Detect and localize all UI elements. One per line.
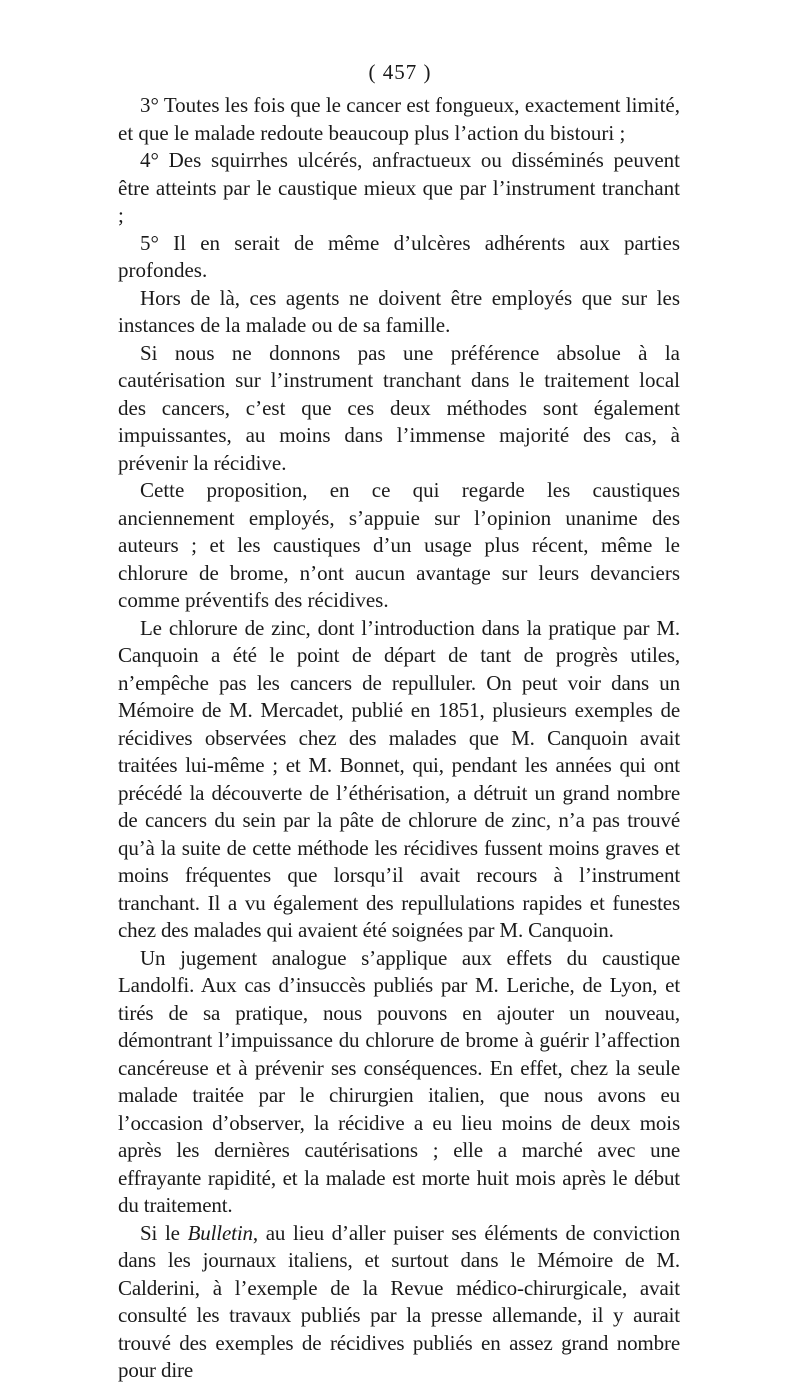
journal-title-bulletin: Bulletin (187, 1220, 253, 1245)
paragraph-point-3: 3° Toutes les fois que le cancer est fongueux, exactement limité, et que le malade redoute beaucoup plus l’action du bistouri ; (118, 93, 680, 145)
paragraph-point-4: 4° Des squirrhes ulcérés, anfractueux ou disséminés peuvent être atteints par le caustique mieux que par l’instrument tranchant ; (118, 148, 680, 227)
paragraph-caustique-landolfi: Un jugement analogue s’applique aux effets du caustique Landolfi. Aux cas d’insuccès publiés par M. Leriche, de Lyon, et tirés de sa pratique, nous pouvons en ajouter un nouveau, démontrant l’impuissance du chlorure de brome à guérir l’affection cancéreuse et à prévenir ses conséquences. En effet, chez la seule malade traitée par le chirurgien italien, que nous avons eu l’occasion d’observer, la récidive a eu lieu moins de deux mois après les dernières cautérisations ; elle a marché avec une effrayante rapidité, et la malade est morte huit mois après le début du traitement. (118, 945, 680, 1217)
paragraph-bulletin-rest: , au lieu d’aller puiser ses éléments de conviction dans les journaux italiens, et surtout dans le Mémoire de M. Calderini, à l’exemple de la Revue médico-chirurgicale, avait consulté les travaux publiés par la presse allemande, il y aurait trouvé des exemples de récidives publiés en assez grand nombre pour dire (118, 1220, 680, 1382)
paragraph-proposition: Cette proposition, en ce qui regarde les caustiques anciennement employés, s’appuie sur l’opinion unanime des auteurs ; et les caustiques d’un usage plus récent, même le chlorure de brome, n’ont aucun avantage sur leurs devanciers comme préventifs des récidives. (118, 478, 680, 612)
page-body (118, 92, 680, 1385)
paragraph-point-5: 5° Il en serait de même d’ulcères adhérents aux parties profondes. (118, 230, 680, 282)
paragraph-preference: Si nous ne donnons pas une préférence absolue à la cautérisation sur l’instrument tranchant dans le traitement local des cancers, c’est que ces deux méthodes sont également impuissantes, au moins dans l’immense majorité des cas, à prévenir la récidive. (118, 340, 680, 475)
page-number: ( 457 ) (368, 60, 432, 84)
paragraph-chlorure-de-zinc: Le chlorure de zinc, dont l’introduction dans la pratique par M. Canquoin a été le point de départ de tant de progrès utiles, n’empêche pas les cancers de repulluler. On peut voir dans un Mémoire de M. Mercadet, publié en 1851, plusieurs exemples de récidives observées chez des malades que M. Canquoin avait traitées lui-même ; et M. Bonnet, qui, pendant les années qui ont précédé la découverte de l’éthérisation, a détruit un grand nombre de cancers du sein par la pâte de chlorure de zinc, n’a pas trouvé qu’à la suite de cette méthode les récidives fussent moins graves et moins fréquentes que lorsqu’il avait recours à l’instrument tranchant. Il a vu également des repullulations rapides et funestes chez des malades qui avaient été soignées par M. Canquoin. (118, 615, 680, 942)
paragraph-bulletin (118, 1220, 680, 1385)
paragraph-hors-de-la: Hors de là, ces agents ne doivent être employés que sur les instances de la malade ou de sa famille. (118, 285, 680, 337)
paragraph-bulletin-start: Si le (140, 1220, 188, 1245)
